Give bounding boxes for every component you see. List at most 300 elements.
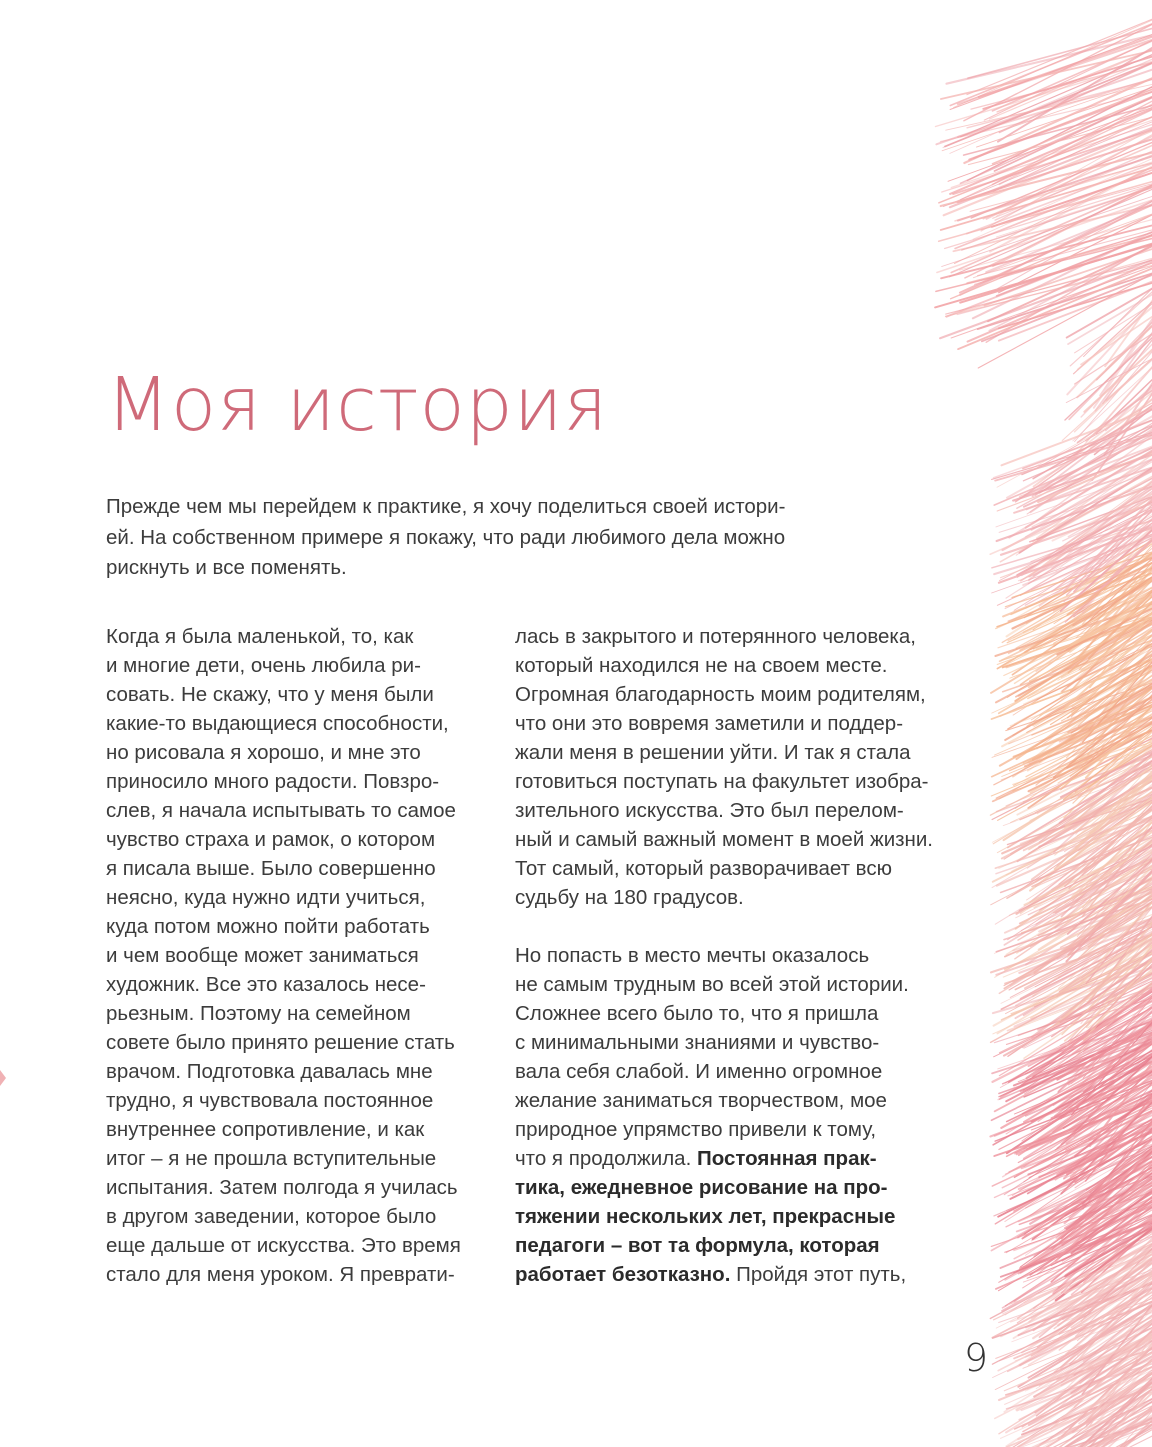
scribble-stroke bbox=[997, 763, 1152, 853]
scribble-stroke bbox=[1074, 773, 1152, 833]
scribble-stroke bbox=[995, 1022, 1152, 1111]
scribble-stroke bbox=[1023, 701, 1152, 763]
scribble-stroke bbox=[1106, 312, 1152, 369]
scribble-stroke bbox=[1086, 1369, 1152, 1443]
scribble-stroke bbox=[1002, 612, 1152, 660]
scribble-stroke bbox=[1013, 558, 1152, 628]
text-line: который находился не на своем месте. bbox=[515, 654, 888, 677]
scribble-stroke bbox=[1016, 825, 1152, 929]
scribble-stroke bbox=[998, 1412, 1152, 1447]
scribble-stroke bbox=[1007, 573, 1152, 643]
text-line: жали меня в решении уйти. И так я стала bbox=[515, 741, 911, 764]
scribble-stroke bbox=[940, 256, 1152, 338]
scribble-stroke bbox=[1066, 1218, 1152, 1276]
scribble-stroke bbox=[1009, 855, 1152, 916]
scribble-stroke bbox=[1086, 1141, 1152, 1219]
scribble-stroke bbox=[1068, 623, 1152, 686]
scribble-stroke bbox=[960, 200, 1152, 292]
scribble-stroke bbox=[935, 242, 1152, 308]
scribble-stroke bbox=[1075, 340, 1152, 441]
scribble-stroke bbox=[984, 36, 1152, 121]
scribble-stroke bbox=[1070, 1280, 1152, 1364]
scribble-stroke bbox=[1025, 1164, 1152, 1256]
scribble-stroke bbox=[1078, 744, 1152, 797]
scribble-stroke bbox=[1001, 834, 1152, 893]
scribble-stroke bbox=[1090, 647, 1152, 734]
scribble-stroke bbox=[1081, 1127, 1152, 1210]
scribble-stroke bbox=[1067, 385, 1152, 460]
scribble-stroke bbox=[1083, 651, 1152, 743]
scribble-stroke bbox=[1024, 983, 1152, 1048]
scribble-stroke bbox=[1090, 600, 1152, 688]
bold-text: работает безотказно. bbox=[515, 1263, 731, 1286]
scribble-stroke bbox=[1058, 719, 1152, 783]
scribble-stroke bbox=[1029, 617, 1152, 706]
scribble-stroke bbox=[1008, 1355, 1152, 1447]
scribble-stroke bbox=[992, 533, 1152, 594]
scribble-stroke bbox=[998, 1134, 1152, 1217]
scribble-stroke bbox=[964, 19, 1152, 121]
scribble-stroke bbox=[1055, 766, 1152, 855]
scribble-stroke bbox=[1009, 681, 1152, 744]
scribble-stroke bbox=[1000, 1299, 1152, 1361]
scribble-stroke bbox=[1052, 1424, 1152, 1447]
scribble-stroke bbox=[1000, 999, 1152, 1088]
scribble-stroke bbox=[1087, 1253, 1152, 1307]
scribble-stroke bbox=[1076, 832, 1152, 900]
scribble-stroke bbox=[1031, 939, 1152, 1018]
scribble-stroke bbox=[1020, 1281, 1152, 1365]
scribble-stroke bbox=[1029, 1351, 1152, 1425]
scribble-stroke bbox=[950, 185, 1152, 277]
scribble-stroke bbox=[1062, 1175, 1152, 1245]
scribble-stroke bbox=[955, 159, 1152, 221]
scribble-stroke bbox=[971, 60, 1152, 109]
scribble-stroke bbox=[1000, 496, 1152, 580]
scribble-stroke bbox=[1012, 1284, 1152, 1342]
intro-line: рискнуть и все поменять. bbox=[106, 556, 347, 579]
scribble-stroke bbox=[1019, 522, 1152, 580]
bold-text-line bbox=[515, 1231, 985, 1260]
scribble-stroke bbox=[1059, 927, 1152, 992]
scribble-stroke bbox=[1084, 1002, 1152, 1052]
scribble-stroke bbox=[996, 468, 1152, 527]
scribble-stroke bbox=[1059, 873, 1152, 954]
scribble-stroke bbox=[1081, 522, 1152, 595]
scribble-stroke bbox=[1081, 310, 1152, 364]
text-line: Сложнее всего было то, что я пришла bbox=[515, 1002, 879, 1025]
scribble-stroke bbox=[1039, 516, 1152, 606]
scribble-stroke bbox=[1055, 844, 1152, 909]
scribble-stroke bbox=[1028, 682, 1152, 771]
scribble-stroke bbox=[992, 1276, 1152, 1364]
scribble-stroke bbox=[1065, 961, 1152, 1040]
text-line: стало для меня уроком. Я преврати- bbox=[106, 1263, 455, 1286]
scribble-stroke bbox=[1059, 1271, 1152, 1350]
scribble-stroke bbox=[1028, 503, 1152, 584]
scribble-stroke bbox=[996, 1216, 1152, 1289]
scribble-stroke bbox=[1017, 1227, 1152, 1323]
scribble-stroke bbox=[1076, 562, 1152, 638]
scribble-stroke bbox=[1020, 443, 1152, 497]
scribble-stroke bbox=[1085, 1411, 1152, 1447]
scribble-stroke bbox=[994, 1145, 1152, 1216]
scribble-stroke bbox=[1013, 621, 1152, 715]
scribble-stroke bbox=[978, 227, 1152, 275]
scribble-stroke bbox=[1052, 960, 1152, 1037]
scribble-stroke bbox=[1008, 1297, 1152, 1372]
scribble-stroke bbox=[1088, 1048, 1152, 1117]
scribble-stroke bbox=[1018, 854, 1152, 940]
scribble-stroke bbox=[946, 231, 1152, 317]
scribble-stroke bbox=[996, 614, 1152, 703]
scribble-stroke bbox=[997, 483, 1152, 541]
scribble-stroke bbox=[1001, 516, 1152, 578]
scribble-stroke bbox=[1079, 787, 1152, 850]
scribble-stroke bbox=[989, 241, 1152, 331]
scribble-stroke bbox=[1083, 1108, 1152, 1209]
scribble-stroke bbox=[1003, 637, 1152, 692]
scribble-stroke bbox=[1067, 719, 1152, 768]
scribble-stroke bbox=[1013, 654, 1152, 736]
scribble-stroke bbox=[1033, 773, 1152, 842]
scribble-stroke bbox=[1007, 1383, 1152, 1447]
scribble-stroke bbox=[1065, 532, 1152, 622]
scribble-stroke bbox=[1009, 986, 1152, 1083]
scribble-stroke bbox=[1023, 1201, 1152, 1288]
scribble-stroke bbox=[1068, 682, 1152, 733]
scribble-stroke bbox=[1054, 688, 1152, 778]
scribble-stroke bbox=[1024, 1142, 1152, 1235]
scribble-stroke bbox=[1073, 358, 1152, 441]
scribble-stroke bbox=[960, 256, 1152, 312]
scribble-stroke bbox=[1034, 1166, 1152, 1257]
scribble-stroke bbox=[1038, 968, 1152, 1030]
scribble-stroke bbox=[1071, 591, 1152, 691]
scribble-stroke bbox=[1071, 1266, 1152, 1328]
scribble-stroke bbox=[1037, 447, 1152, 538]
scribble-stroke bbox=[1013, 1018, 1152, 1090]
scribble-stroke bbox=[992, 1036, 1152, 1120]
scribble-stroke bbox=[996, 896, 1152, 952]
scribble-stroke bbox=[1038, 1269, 1152, 1352]
scribble-stroke bbox=[1018, 1088, 1152, 1163]
scribble-stroke bbox=[1012, 793, 1152, 896]
scribble-stroke bbox=[1089, 753, 1152, 832]
scribble-stroke bbox=[1072, 768, 1152, 860]
scribble-stroke bbox=[1006, 930, 1152, 1013]
scribble-stroke bbox=[993, 1297, 1152, 1378]
scribble-stroke bbox=[1027, 1165, 1152, 1234]
scribble-stroke bbox=[1037, 444, 1152, 500]
scribble-stroke bbox=[1062, 1144, 1152, 1239]
scribble-stroke bbox=[1005, 888, 1152, 956]
scribble-stroke bbox=[1053, 1038, 1152, 1106]
scribble-stroke bbox=[1017, 1094, 1152, 1154]
scribble-stroke bbox=[1061, 606, 1152, 692]
scribble-stroke bbox=[1024, 782, 1152, 850]
scribble-stroke bbox=[1005, 649, 1152, 740]
text-line: вала себя слабой. И именно огромное bbox=[515, 1060, 883, 1083]
scribble-stroke bbox=[1006, 1346, 1152, 1395]
scribble-stroke bbox=[1004, 886, 1152, 940]
scribble-stroke bbox=[1028, 631, 1152, 698]
scribble-stroke bbox=[1017, 1180, 1152, 1232]
scribble-stroke bbox=[1080, 1316, 1152, 1384]
scribble-stroke bbox=[1027, 844, 1152, 909]
scribble-stroke bbox=[977, 84, 1152, 147]
scribble-stroke bbox=[1081, 1239, 1152, 1322]
left-column-text bbox=[106, 622, 496, 1289]
scribble-stroke bbox=[1086, 889, 1152, 984]
scribble-stroke bbox=[1064, 1125, 1152, 1179]
scribble-stroke bbox=[1019, 1348, 1152, 1420]
scribble-stroke bbox=[993, 151, 1152, 218]
scribble-stroke bbox=[946, 258, 1152, 314]
scribble-stroke bbox=[1036, 683, 1152, 785]
scribble-stroke bbox=[1001, 1219, 1152, 1277]
scribble-stroke bbox=[999, 1394, 1152, 1447]
scribble-stroke bbox=[1072, 1402, 1152, 1447]
scribble-stroke bbox=[999, 1068, 1152, 1150]
scribble-stroke bbox=[970, 161, 1152, 212]
scribble-stroke bbox=[1027, 424, 1152, 514]
scribble-stroke bbox=[1061, 898, 1152, 948]
scribble-stroke bbox=[1008, 970, 1152, 1031]
scribble-stroke bbox=[1066, 952, 1152, 1046]
scribble-stroke bbox=[1056, 483, 1152, 571]
scribble-stroke bbox=[1022, 1266, 1152, 1353]
scribble-stroke bbox=[1007, 1046, 1152, 1121]
scribble-stroke bbox=[1062, 934, 1152, 1017]
scribble-stroke bbox=[1039, 1210, 1152, 1263]
scribble-stroke bbox=[995, 681, 1152, 755]
scribble-stroke bbox=[1086, 977, 1152, 1033]
scribble-stroke bbox=[974, 86, 1152, 159]
text-line: неясно, куда нужно идти учиться, bbox=[106, 886, 426, 909]
scribble-stroke bbox=[1022, 967, 1152, 1047]
scribble-stroke bbox=[1087, 555, 1152, 638]
scribble-stroke bbox=[1015, 707, 1152, 809]
scribble-stroke bbox=[1013, 890, 1152, 982]
scribble-stroke bbox=[1030, 493, 1152, 542]
scribble-stroke bbox=[1036, 1268, 1152, 1343]
scribble-stroke bbox=[1060, 1173, 1152, 1242]
scribble-stroke bbox=[1081, 612, 1152, 671]
scribble-stroke bbox=[967, 15, 1152, 94]
scribble-stroke bbox=[993, 996, 1152, 1082]
scribble-stroke bbox=[1027, 982, 1152, 1078]
scribble-stroke bbox=[1063, 1065, 1152, 1128]
scribble-stroke bbox=[1058, 1378, 1152, 1438]
scribble-stroke bbox=[986, 239, 1152, 343]
scribble-stroke bbox=[1027, 1086, 1152, 1150]
scribble-stroke bbox=[1038, 1062, 1152, 1140]
scribble-stroke bbox=[1056, 1222, 1152, 1301]
scribble-stroke bbox=[1007, 1078, 1152, 1157]
scribble-stroke bbox=[997, 571, 1152, 668]
scribble-stroke bbox=[1059, 898, 1152, 988]
scribble-stroke bbox=[1078, 786, 1152, 836]
scribble-stroke bbox=[1068, 289, 1152, 344]
scribble-stroke bbox=[1075, 349, 1152, 432]
scribble-stroke bbox=[1089, 1395, 1152, 1443]
scribble-stroke bbox=[1068, 851, 1152, 934]
scribble-stroke bbox=[1073, 766, 1152, 829]
scribble-stroke bbox=[1023, 421, 1152, 481]
scribble-stroke bbox=[1002, 549, 1152, 642]
scribble-stroke bbox=[997, 231, 1152, 296]
scribble-stroke bbox=[960, 217, 1152, 270]
scribble-stroke bbox=[1084, 529, 1152, 604]
scribble-stroke bbox=[1031, 1181, 1152, 1241]
scribble-stroke bbox=[1001, 1366, 1152, 1439]
scribble-stroke bbox=[991, 915, 1152, 972]
scribble-stroke bbox=[1035, 1399, 1152, 1447]
scribble-stroke bbox=[1069, 1373, 1152, 1447]
scribble-stroke bbox=[1075, 1129, 1152, 1188]
scribble-stroke bbox=[1004, 602, 1152, 675]
scribble-stroke bbox=[998, 591, 1152, 647]
scribble-stroke bbox=[1008, 953, 1152, 1056]
scribble-stroke bbox=[1060, 693, 1152, 742]
scribble-stroke bbox=[1037, 731, 1152, 814]
scribble-stroke bbox=[1020, 759, 1152, 819]
scribble-stroke bbox=[1034, 1309, 1152, 1398]
scribble-stroke bbox=[1030, 717, 1152, 793]
scribble-stroke bbox=[1011, 957, 1152, 1014]
scribble-stroke bbox=[1037, 655, 1152, 748]
scribble-stroke bbox=[1082, 918, 1152, 978]
bold-text-line bbox=[515, 1173, 985, 1202]
scribble-stroke bbox=[991, 726, 1152, 796]
scribble-stroke bbox=[1087, 1069, 1152, 1169]
scribble-stroke bbox=[1008, 838, 1152, 940]
scribble-stroke bbox=[1010, 703, 1152, 771]
scribble-stroke bbox=[1066, 1162, 1152, 1216]
scribble-stroke bbox=[960, 241, 1152, 303]
scribble-stroke bbox=[1010, 669, 1152, 726]
scribble-stroke bbox=[968, 258, 1152, 342]
scribble-stroke bbox=[1030, 763, 1152, 841]
scribble-stroke bbox=[1001, 1038, 1152, 1128]
scribble-stroke bbox=[1015, 1200, 1152, 1301]
scribble-stroke bbox=[1060, 630, 1152, 697]
scribble-stroke bbox=[1002, 783, 1152, 853]
scribble-stroke bbox=[1035, 1403, 1152, 1447]
scribble-stroke bbox=[1065, 797, 1152, 886]
scribble-stroke bbox=[1020, 1218, 1152, 1268]
scribble-stroke bbox=[1020, 854, 1152, 924]
scribble-stroke bbox=[1006, 805, 1152, 875]
scribble-stroke bbox=[1014, 1029, 1152, 1086]
scribble-stroke bbox=[1015, 1097, 1152, 1153]
scribble-stroke bbox=[1014, 1052, 1152, 1114]
scribble-stroke bbox=[1006, 1337, 1152, 1432]
scribble-stroke bbox=[992, 96, 1152, 184]
scribble-stroke bbox=[955, 166, 1152, 249]
scribble-stroke bbox=[1038, 448, 1152, 502]
scribble-stroke bbox=[1032, 683, 1152, 736]
scribble-stroke bbox=[996, 553, 1152, 629]
scribble-stroke bbox=[1039, 1383, 1152, 1447]
scribble-stroke bbox=[984, 246, 1152, 306]
scribble-stroke bbox=[1066, 1113, 1152, 1174]
scribble-stroke bbox=[1056, 1298, 1152, 1398]
scribble-stroke bbox=[1067, 851, 1152, 950]
scribble-stroke bbox=[1071, 1335, 1152, 1394]
scribble-stroke bbox=[1007, 411, 1152, 498]
scribble-stroke bbox=[1021, 790, 1152, 843]
scribble-stroke bbox=[1084, 647, 1152, 717]
scribble-stroke bbox=[1061, 1036, 1152, 1119]
scribble-stroke bbox=[1029, 481, 1152, 581]
scribble-stroke bbox=[1019, 1060, 1152, 1156]
scribble-stroke bbox=[1022, 1342, 1152, 1427]
scribble-stroke bbox=[1055, 767, 1152, 869]
scribble-stroke bbox=[1076, 1251, 1152, 1337]
scribble-stroke bbox=[1034, 832, 1152, 908]
scribble-stroke bbox=[981, 181, 1152, 230]
scribble-stroke bbox=[997, 530, 1152, 606]
scribble-stroke bbox=[1059, 802, 1152, 884]
scribble-stroke bbox=[1034, 949, 1152, 1007]
text-line: совать. Не скажу, что у меня были bbox=[106, 683, 434, 706]
scribble-stroke bbox=[998, 730, 1152, 820]
scribble-stroke bbox=[1050, 1062, 1152, 1143]
scribble-stroke bbox=[1018, 769, 1152, 861]
scribble-stroke bbox=[997, 123, 1152, 216]
scribble-stroke bbox=[1006, 742, 1152, 806]
scribble-stroke bbox=[1069, 1131, 1152, 1218]
scribble-stroke bbox=[1040, 668, 1152, 762]
scribble-stroke bbox=[958, 264, 1152, 349]
scribble-stroke bbox=[1028, 1387, 1152, 1447]
scribble-stroke bbox=[993, 1280, 1152, 1338]
scribble-stroke bbox=[1035, 922, 1152, 987]
scribble-stroke bbox=[1022, 486, 1152, 576]
scribble-stroke bbox=[1021, 1039, 1152, 1091]
scribble-stroke bbox=[1055, 1106, 1152, 1180]
scribble-stroke bbox=[1002, 1222, 1152, 1311]
scribble-stroke bbox=[1108, 390, 1152, 438]
scribble-stroke bbox=[1000, 583, 1152, 662]
scribble-stroke bbox=[1058, 1140, 1152, 1240]
scribble-stroke bbox=[1018, 1224, 1152, 1318]
scribble-stroke bbox=[1082, 489, 1152, 575]
scribble-stroke bbox=[1052, 822, 1152, 889]
scribble-stroke bbox=[1032, 463, 1152, 527]
scribble-stroke bbox=[968, 26, 1152, 78]
scribble-stroke bbox=[1025, 1003, 1152, 1074]
scribble-stroke bbox=[1067, 292, 1152, 394]
scribble-stroke bbox=[1008, 1141, 1152, 1196]
scribble-stroke bbox=[950, 20, 1152, 106]
scribble-stroke bbox=[1034, 1218, 1152, 1308]
scribble-stroke bbox=[1054, 752, 1152, 852]
scribble-stroke bbox=[1005, 863, 1152, 933]
scribble-stroke bbox=[1039, 839, 1152, 910]
scribble-stroke bbox=[1084, 947, 1152, 1040]
scribble-stroke bbox=[1065, 328, 1152, 420]
scribble-stroke bbox=[983, 141, 1152, 219]
scribble-stroke bbox=[1039, 1236, 1152, 1337]
scribble-stroke bbox=[1014, 1180, 1152, 1258]
scribble-stroke bbox=[1061, 1274, 1152, 1368]
scribble-stroke bbox=[1005, 1212, 1152, 1315]
scribble-stroke bbox=[969, 88, 1152, 160]
scribble-stroke bbox=[1074, 355, 1152, 457]
